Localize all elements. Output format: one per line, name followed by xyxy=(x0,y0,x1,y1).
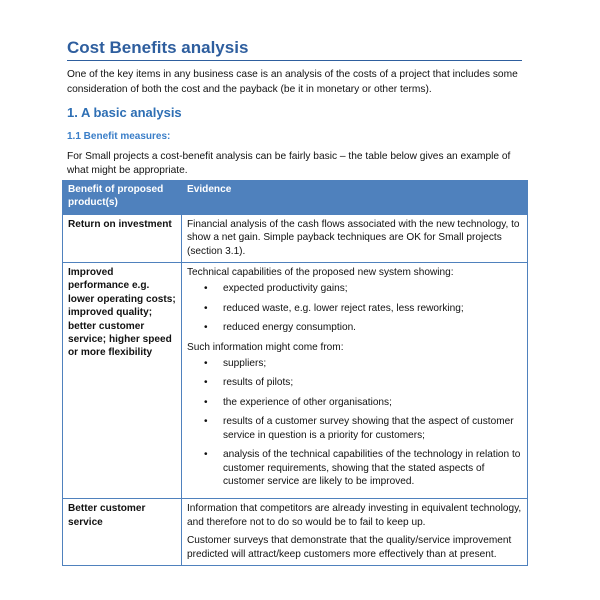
header-benefit: Benefit of proposed product(s) xyxy=(63,181,182,215)
evidence-intro: Technical capabilities of the proposed new system showing: xyxy=(187,267,454,279)
list-item: • analysis of the technical capabilities of the technology in relation to customer requirements, showing that the stated aspects of customer service are likely to be improved. xyxy=(223,448,522,488)
header-evidence: Evidence xyxy=(182,181,528,215)
evidence-source-intro: Such information might come from: xyxy=(187,341,344,353)
list-item: • reduced waste, e.g. lower reject rates, less reworking; xyxy=(223,302,522,315)
intro-paragraph: One of the key items in any business case is an analysis of the costs of a project that includes some consideration of both the cost and the payback (be it in monetary or other terms). xyxy=(67,69,518,95)
table-header-row xyxy=(63,181,528,215)
evidence-bullet-list xyxy=(187,282,522,334)
title-underline xyxy=(67,60,522,61)
subsection-heading: 1.1 Benefit measures: xyxy=(67,131,171,142)
evidence-source-list xyxy=(187,357,522,488)
list-item: • results of a customer survey showing that the aspect of customer service in question is a priority for customers; xyxy=(223,415,522,442)
benefit-cell: Better customer service xyxy=(63,499,182,566)
table-intro-paragraph: For Small projects a cost-benefit analysis can be fairly basic – the table below gives an example of what might be appropriate. xyxy=(67,151,511,176)
evidence-cell: Financial analysis of the cash flows associated with the new technology, to show a net gain. Simple payback techniques are OK for Small projects (section 3.1). xyxy=(182,214,528,262)
list-item: • expected productivity gains; xyxy=(223,282,522,295)
table-row xyxy=(63,214,528,262)
evidence-cell xyxy=(182,499,528,566)
list-item: • results of pilots; xyxy=(223,376,522,389)
list-item: • the experience of other organisations; xyxy=(223,396,522,409)
list-item: • reduced energy consumption. xyxy=(223,321,522,334)
evidence-cell xyxy=(182,263,528,499)
benefit-cell: Improved performance e.g. lower operating costs; improved quality; better customer service; higher speed or more flexibility xyxy=(63,263,182,499)
benefits-table xyxy=(62,180,528,566)
list-item: • suppliers; xyxy=(223,357,522,370)
evidence-paragraph: Information that competitors are already investing in equivalent technology, and therefore not to do so would be to fail to keep up. xyxy=(187,503,522,528)
benefit-cell: Return on investment xyxy=(63,214,182,262)
section-heading: 1. A basic analysis xyxy=(67,105,182,120)
evidence-paragraph: Customer surveys that demonstrate that the quality/service improvement predicted will attract/keep customers more effectively than at present. xyxy=(187,535,512,560)
table-row xyxy=(63,499,528,566)
document-title: Cost Benefits analysis xyxy=(67,38,249,57)
table-row xyxy=(63,263,528,499)
